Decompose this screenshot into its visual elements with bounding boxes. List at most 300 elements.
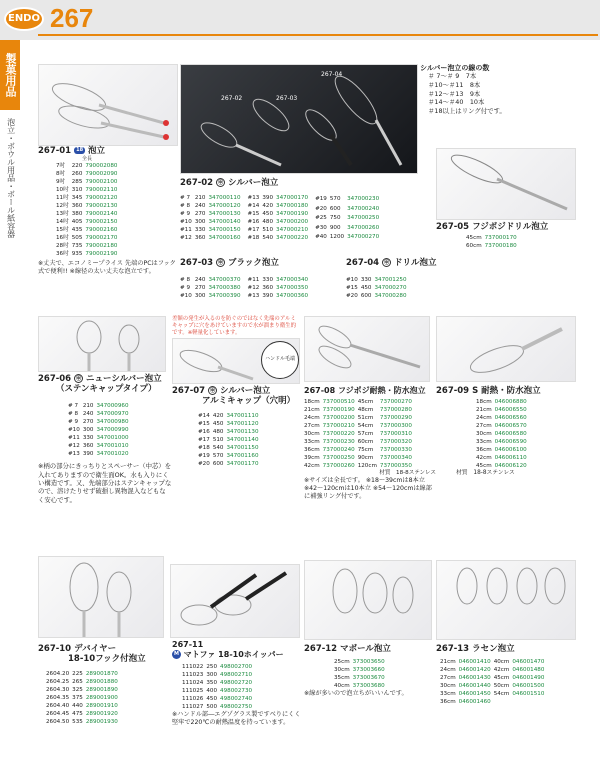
table-cell: 347000120 [208,203,241,210]
table-cell: #15 [198,421,210,428]
table-row [248,210,312,218]
table-cell: 347001160 [226,453,259,460]
table-cell: # 8 [180,277,191,284]
table-cell: 046001430 [458,675,491,682]
table-cell: 380 [71,211,83,218]
table-cell: 498002720 [220,680,253,687]
table-cell: 347001120 [226,421,259,428]
table-cell: 790002080 [85,163,118,170]
section-title [346,258,436,268]
table-cell: 260 [71,171,83,178]
table-cell: 046001480 [512,667,545,674]
table-cell: #10 [180,293,192,300]
table-cell: 27cm [440,675,456,682]
section-title [304,386,436,396]
photo-label-267-04: 267-04 [321,71,343,78]
table-cell: 11吋 [56,195,69,202]
table-cell: 737000270 [379,398,412,405]
table-cell: #16 [198,429,210,436]
product-name: S 耐熱・防水泡立 [472,386,541,396]
table-row [476,414,530,422]
table-cell: 400 [206,688,218,695]
table-cell: 737000350 [379,462,412,469]
table-cell: 046006550 [494,407,527,414]
spec-table [180,194,244,242]
product-photo-267-02 [180,64,418,174]
table-cell: 046001450 [458,691,491,698]
table-cell: 046001410 [458,659,491,666]
product-photo-267-09 [436,316,576,382]
table-cell: 18cm [476,399,492,406]
table-cell: 790002180 [85,243,118,250]
table-cell: 289001890 [85,687,118,694]
table-cell: 347000280 [374,293,407,300]
table-cell: 737000320 [379,438,412,445]
product-code: 267-01 [38,146,72,156]
whisk-group-icon [305,317,431,383]
note: ※線が多いので泡立ちがいいんです。 [304,690,408,698]
product-subtitle: （ステンキャップタイプ） [56,384,157,395]
table-cell: 36cm [304,446,320,453]
table-cell: 220 [71,163,83,170]
table-cell: 27cm [304,422,320,429]
whisk-icon [171,565,301,639]
table-row [440,666,547,674]
table-row [182,703,255,711]
table-row [334,658,388,666]
table-row [304,438,415,446]
spec-table [476,398,530,470]
section-title [38,644,172,654]
table-cell: 735 [71,243,83,250]
table-row [248,276,312,284]
table-cell: 347000200 [276,219,309,226]
table-cell: 046001490 [512,675,545,682]
table-cell: 210 [194,195,206,202]
photo-label-267-02: 267-02 [221,95,243,102]
table-cell: # 9 [180,285,191,292]
table-cell: 2604.30 [46,687,70,694]
table-cell: 360 [262,285,274,292]
table-cell: # 8 [180,203,191,210]
product-code: 267-03 [180,258,214,268]
table-cell: 1200 [329,234,345,241]
table-cell: 30cm [440,683,456,690]
table-cell: 12吋 [56,203,69,210]
table-cell: #19 [198,453,210,460]
table-row [346,284,410,292]
table-cell: 39cm [304,454,320,461]
section-267-03 [180,258,344,300]
table-cell: 046006570 [494,423,527,430]
material: 材質 18-8ステンレス [379,469,436,476]
table-cell [512,698,547,706]
wire-count-item: ＃10〜＃11 8本 [428,81,481,90]
table-cell: 475 [72,711,83,718]
table-cell: 347000190 [276,211,309,218]
product-code: 267-09 [436,386,470,396]
table-cell: 790002120 [85,195,118,202]
section-title [172,386,302,396]
table-row [476,454,530,462]
table-cell: 347001150 [226,445,259,452]
table-cell: 265 [72,679,83,686]
product-code: 267-05 [436,222,470,232]
table-cell: 27cm [476,423,492,430]
table-cell: 289001880 [85,679,118,686]
table-cell: 33cm [440,691,456,698]
table-row [68,434,132,442]
table-cell: 21cm [440,659,456,666]
table-row [440,690,547,698]
table-row [248,202,312,210]
wire-count-list [428,72,570,115]
table-cell: 737000170 [484,235,517,242]
table-cell: #15 [346,285,358,292]
table-cell: #12 [68,443,80,450]
table-cell: 289001920 [85,711,118,718]
table-cell: 046001440 [458,683,491,690]
table-cell: 347001020 [96,451,129,458]
table-cell: #15 [247,211,260,218]
table-row [304,422,415,430]
section-267-04 [346,258,436,300]
table-cell: 510 [262,227,274,234]
product-name: マトファ 18-10ホイッパー [183,649,284,659]
table-cell: #12 [247,285,260,292]
table-row [56,186,120,194]
product-code: 267-04 [346,258,380,268]
table-cell: 347000250 [347,215,380,222]
section-267-05 [436,222,586,250]
table-cell: 790002140 [85,211,118,218]
product-code: 267-12 [304,644,338,654]
table-cell: 737000510 [322,398,355,405]
product-name: ブラック泡立 [228,258,279,268]
section-title [38,374,172,384]
section-267-11 [172,640,304,727]
table-cell: 790002190 [85,251,118,258]
table-row [56,194,120,202]
table-cell: # 9 [68,419,79,426]
table-cell: 45cm [493,675,510,682]
table-cell: 225 [72,671,83,678]
wire-count-item: ＃18以上はリング付です。 [428,106,506,115]
table-cell: 75cm [357,446,374,453]
table-cell: 300 [194,293,206,300]
table-row [346,292,410,300]
table-cell: 111026 [182,696,204,703]
table-row [56,218,120,226]
section-title [180,258,344,268]
table-row [248,218,312,226]
section-title [180,178,420,188]
table-row [182,663,255,671]
table-row [182,695,255,703]
table-row [315,223,382,233]
table-cell: 450 [206,696,218,703]
table-cell: 345 [71,195,83,202]
whisk-group-icon [181,65,419,175]
table-cell: 21cm [476,407,492,414]
table-cell: 737000340 [379,454,412,461]
product-photo-267-11 [170,564,300,638]
product-photo-267-05 [436,148,576,220]
table-cell: 24cm [476,415,492,422]
material-badge: 18 [74,147,85,154]
wire-count-title: シルバー泡立の線の数 [420,64,490,72]
table-cell: #13 [68,451,80,458]
table-cell: 790002130 [85,203,118,210]
subcategory-label: 泡立・ボウル用品・ボール紙容器 [6,118,16,238]
note: ※柄の部分にきっちりとスペーサー（中芯）を入れてありますので衛生面OK。水も入りにくい構造です。又、先端部分はステンキャップなので、溶けたりせず破損し異物混入などもなく安心です。 [38,462,172,504]
table-cell: 510 [212,437,224,444]
table-cell: 046006100 [494,447,527,454]
table-cell: 250 [206,664,218,671]
spec-tables [180,276,344,300]
product-name: ドリル泡立 [394,258,437,268]
table-cell: 046006880 [494,399,527,406]
table-row [315,233,382,243]
table-row [304,446,415,454]
table-cell: 289001910 [85,703,118,710]
table-cell: 14吋 [56,219,69,226]
table-cell: 360 [194,235,206,242]
table-row [182,679,255,687]
table-row [180,234,244,242]
table-row [56,242,120,250]
product-name: フジポジドリル泡立 [472,222,549,232]
table-row [304,398,415,406]
section-title [172,640,304,650]
table-cell: #30 [315,224,327,231]
table-cell: #12 [180,235,192,242]
table-row [180,218,244,226]
table-cell: 36cm [476,447,492,454]
table-cell: 347000380 [208,285,241,292]
table-cell: 2604.25 [46,679,70,686]
wire-count-item: ＃ 7〜＃ 9 7本 [428,72,477,81]
table-cell: 347000180 [276,203,309,210]
whisk-group-icon [39,557,165,639]
whisk-group-icon [305,561,433,641]
spec-table [248,276,312,300]
table-cell: #17 [247,227,260,234]
spec-table [346,276,410,300]
table-row [476,446,530,454]
table-cell: 373003660 [352,667,385,674]
section-title [304,644,436,654]
table-cell: 111024 [182,680,204,687]
table-cell: 347001010 [96,443,129,450]
table-cell: 347000230 [347,195,380,202]
table-row [56,250,120,258]
table-cell: 347001130 [226,429,259,436]
table-cell: #20 [315,205,327,212]
table-cell: #18 [247,235,260,242]
header-rule [38,34,598,36]
table-cell: 737000310 [379,430,412,437]
table-cell: 111022 [182,664,204,671]
spec-table [68,402,132,458]
table-row [315,194,382,204]
table-cell: 347000260 [347,224,380,231]
table-cell: 570 [329,195,341,202]
whisk-group-icon [437,561,577,641]
table-cell: 737000290 [379,414,412,421]
note: ※サイズは全長です。 ※18〜39cmは8本立 ※42〜120cmは10本立 ※54〜120cmは線部に補強リング付です。 [304,476,432,500]
table-cell: 737000250 [322,454,355,461]
table-cell: 270 [82,419,94,426]
table-row [180,210,244,218]
table-cell: 36吋 [56,251,69,258]
table-row [46,710,121,718]
table-row [68,450,132,458]
table-cell: #17 [198,437,210,444]
spec-table [56,162,120,258]
table-row [198,412,262,420]
table-row [304,462,415,470]
table-cell: 347000210 [276,227,309,234]
table-cell: 347001170 [226,461,259,468]
table-cell: 373003650 [352,659,385,666]
whisk-icon [39,317,167,373]
table-cell: 600 [360,293,372,300]
table-cell: 480 [262,219,274,226]
table-cell: 046006120 [494,463,527,470]
table-row [440,674,547,682]
table-cell: 347000170 [276,195,309,202]
table-cell: #40 [315,234,327,241]
product-name: シルバー泡立 [220,386,271,396]
table-cell: # 7 [68,403,79,410]
table-cell: 2604.50 [46,719,70,726]
spec-table [248,194,312,242]
table-row [248,194,312,202]
table-cell: 450 [212,421,224,428]
section-267-09 [436,386,586,478]
hook-detail-inset: ハンドル毛端 [261,341,299,379]
product-code: 267-10 [38,644,72,654]
table-cell: #11 [180,227,192,234]
table-cell: 270 [194,285,206,292]
product-subtitle: 18-10フック付泡立 [68,654,146,665]
column-header: 全長 [82,156,93,163]
section-267-10 [38,644,172,726]
table-row [68,426,132,434]
table-cell: 15吋 [56,227,69,234]
table-row [476,398,530,406]
table-cell: # 9 [180,211,191,218]
table-row [180,276,244,284]
product-name: フジポジ耐熱・防水泡立 [337,386,426,395]
table-cell: 347000240 [347,205,380,212]
product-code: 267-06 [38,374,72,384]
table-cell: 540 [262,235,274,242]
whisk-icon [437,317,577,383]
table-row [440,698,547,706]
table-cell: 737000230 [322,438,355,445]
table-row [198,452,262,460]
table-cell: 046006560 [494,415,527,422]
table-cell: 289001930 [85,719,118,726]
table-row [466,242,520,250]
table-cell: 347001000 [96,435,129,442]
table-cell: 33cm [476,439,492,446]
table-row [346,276,410,284]
category-tab: 製菓用品 [0,40,20,110]
maker-mark: ㊥ [218,180,224,186]
table-cell: 111027 [182,704,204,711]
table-row [56,162,120,170]
table-row [315,213,382,223]
wire-count-box [420,64,570,116]
table-cell: # 8 [68,411,79,418]
table-row [198,436,262,444]
table-cell: 51cm [357,414,374,421]
table-cell: 480 [212,429,224,436]
table-row [180,202,244,210]
table-cell: 9吋 [56,179,66,186]
table-row [56,226,120,234]
table-cell: 30cm [476,431,492,438]
table-cell: 737000210 [322,422,355,429]
table-row [198,420,262,428]
table-row [182,687,255,695]
section-267-12 [304,644,436,698]
table-cell: 790002110 [85,187,118,194]
table-cell: 347001250 [374,277,407,284]
section-267-01 [38,146,178,276]
table-cell: 7吋 [56,163,66,170]
table-row [440,682,547,690]
wire-count-item: ＃12〜＃13 9本 [428,89,481,98]
section-267-06 [38,374,172,504]
table-cell: 90cm [357,454,374,461]
table-cell: 42cm [476,455,492,462]
spec-table [182,663,255,711]
table-cell: 900 [329,224,341,231]
table-row [476,406,530,414]
table-cell: 046006110 [494,455,527,462]
table-cell: #20 [198,461,210,468]
table-cell: 375 [72,695,83,702]
product-name: マボール泡立 [340,644,391,654]
table-cell: 347000390 [208,293,241,300]
table-cell: 373003680 [352,683,385,690]
table-cell: 405 [71,219,83,226]
table-cell: #11 [68,435,80,442]
table-cell: 498002710 [220,672,253,679]
section-267-13 [436,644,586,706]
table-cell: 45cm [476,463,492,470]
table-cell: 505 [71,235,83,242]
table-row [56,202,120,210]
table-cell: 28吋 [56,243,69,250]
table-cell: 570 [212,453,224,460]
table-cell: 325 [72,687,83,694]
table-cell: 373003670 [352,675,385,682]
table-cell: 347000270 [374,285,407,292]
table-cell: 57cm [357,430,374,437]
product-code: 267-13 [436,644,470,654]
table-row [198,428,262,436]
product-name: 泡立 [88,146,106,156]
section-267-08 [304,386,436,501]
table-cell: 350 [206,680,218,687]
table-cell: 347001110 [226,413,259,420]
product-name: ラセン泡立 [472,644,515,654]
